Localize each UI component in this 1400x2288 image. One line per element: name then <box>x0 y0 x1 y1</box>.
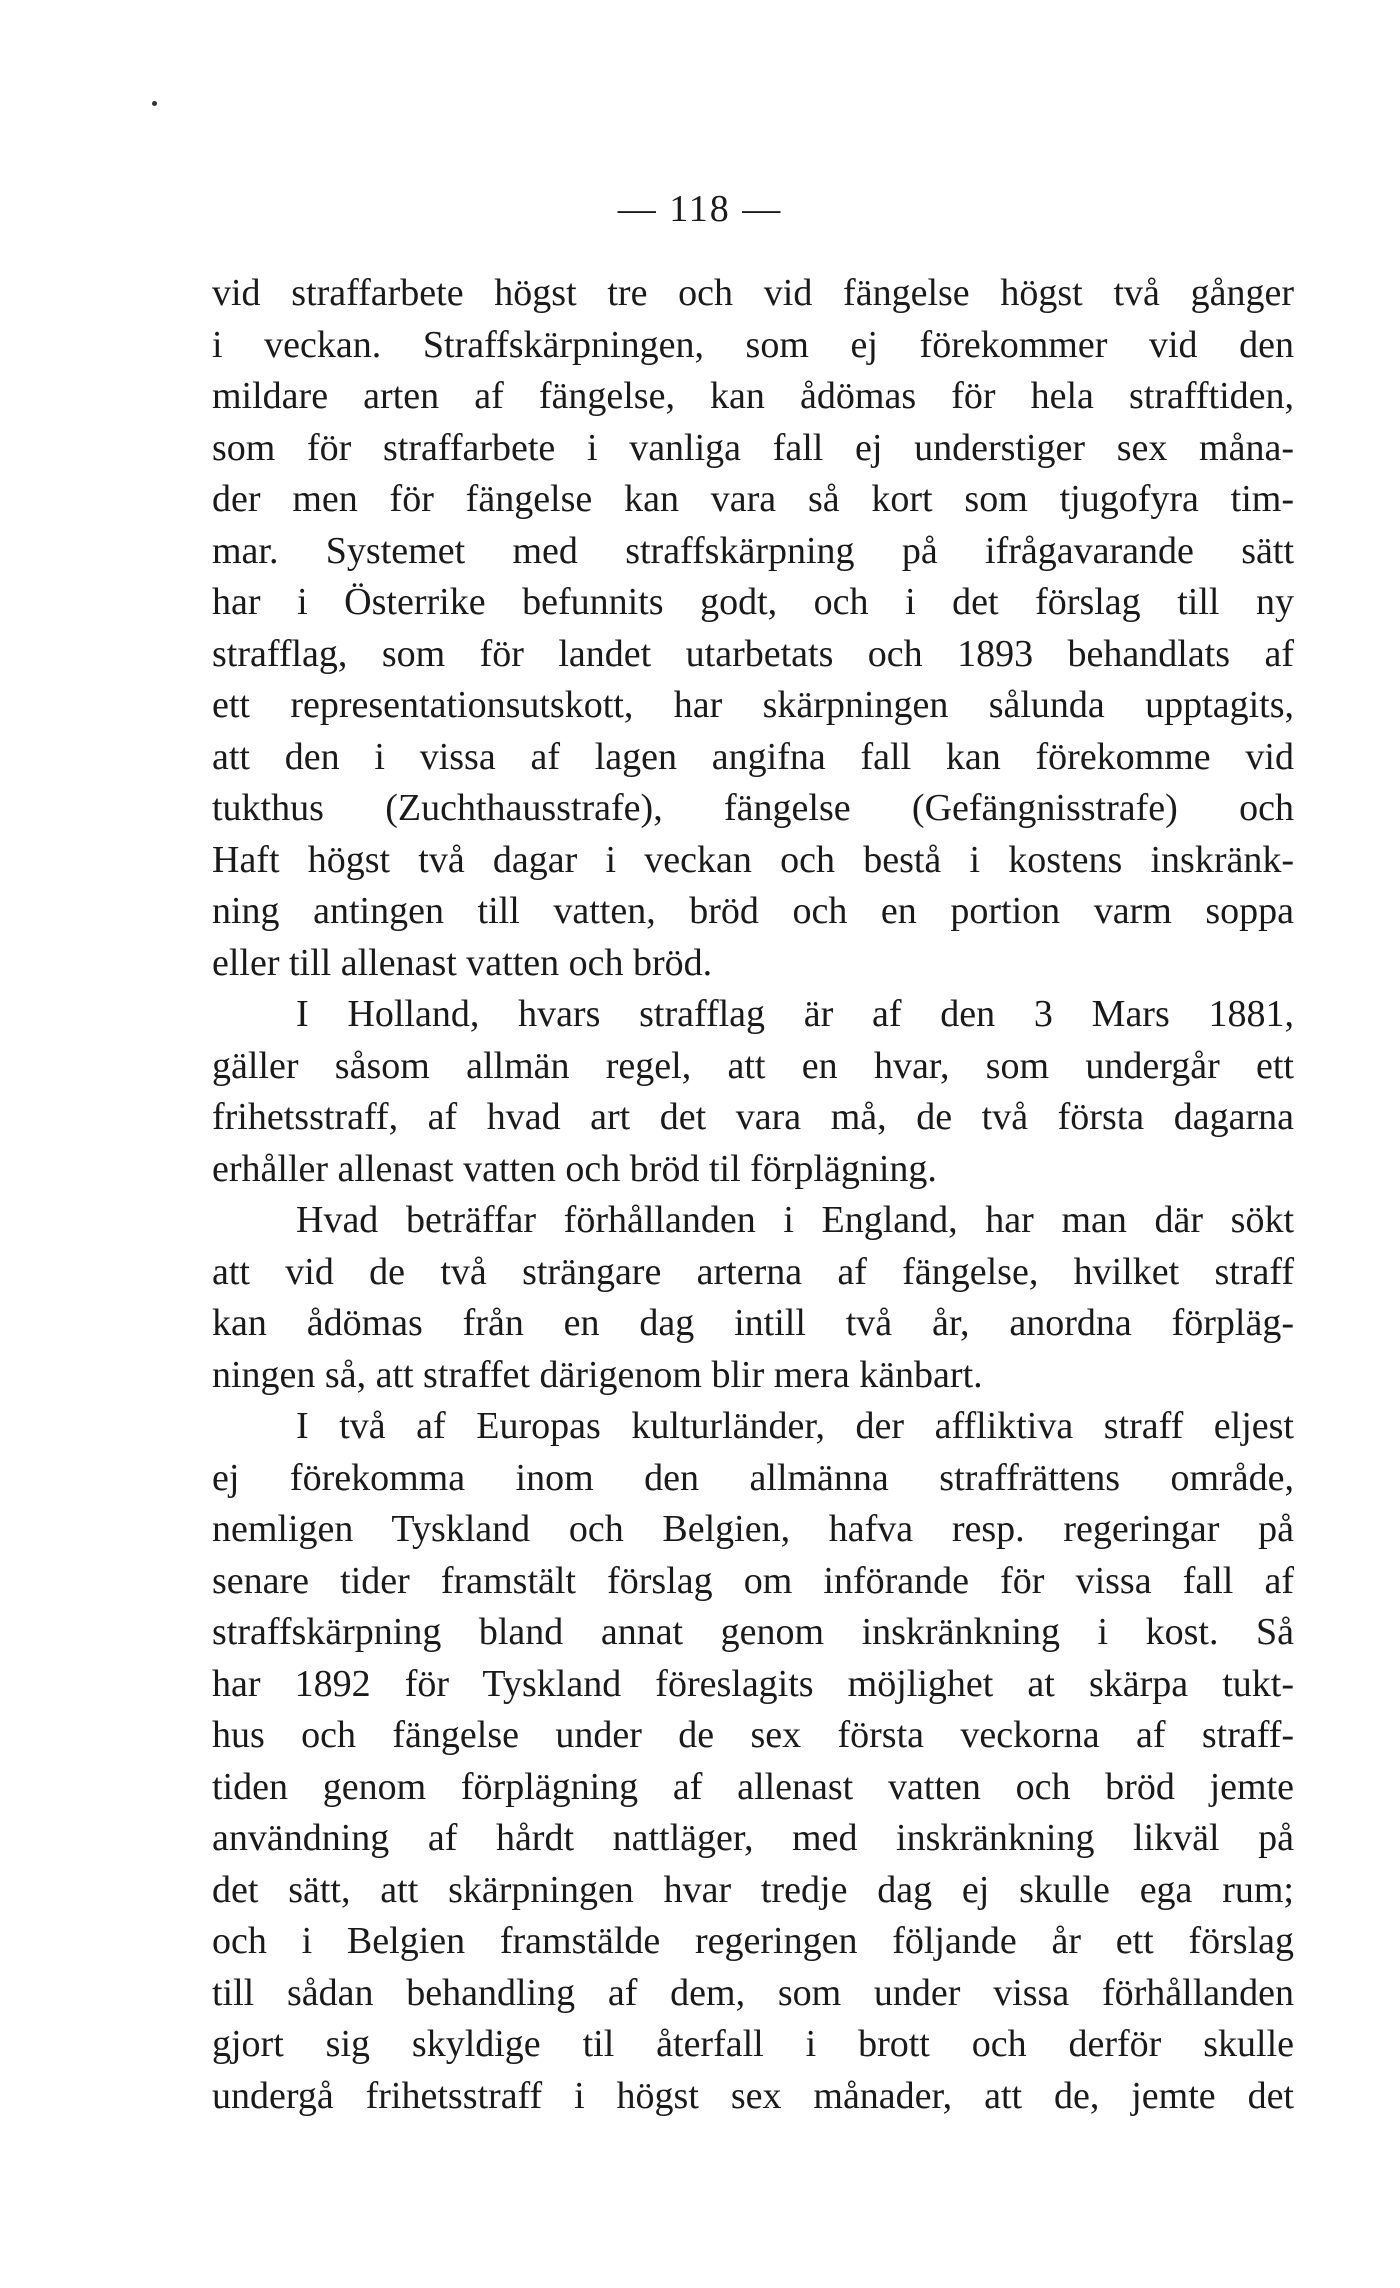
text-line: tukthus (Zuchthausstrafe), fängelse (Gefängnisstrafe) och <box>212 787 1294 829</box>
text-line: har 1892 för Tyskland föreslagits möjlighet at skärpa tukt- <box>212 1662 1294 1705</box>
text-line: att vid de två strängare arterna af fängelse, hvilket straff <box>212 1250 1294 1293</box>
text-line: strafflag, som för landet utarbetats och 1893 behandlats af <box>212 632 1294 675</box>
text-line: mildare arten af fängelse, kan ådömas för hela strafftiden, <box>212 375 1294 417</box>
text-line: gjort sig skyldige til återfall i brott och derför skulle <box>212 2023 1294 2065</box>
text-line: till sådan behandling af dem, som under vissa förhållanden <box>212 1971 1294 2014</box>
body-text <box>212 268 1294 2122</box>
text-line: I Holland, hvars strafflag är af den 3 Mars 1881, <box>296 993 1294 1035</box>
text-line: användning af hårdt nattläger, med inskränkning likväl på <box>212 1817 1294 1859</box>
text-line: hus och fängelse under de sex första veckorna af straff- <box>212 1714 1294 1756</box>
text-line: i veckan. Straffskärpningen, som ej förekommer vid den <box>212 323 1294 366</box>
text-line: erhåller allenast vatten och bröd til förplägning. <box>212 1147 937 1190</box>
text-line: straffskärpning bland annat genom inskränkning i kost. Så <box>212 1611 1294 1653</box>
text-line: kan ådömas från en dag intill två år, anordna förpläg- <box>212 1302 1294 1344</box>
text-line: Hvad beträffar förhållanden i England, har man där sökt <box>296 1199 1294 1241</box>
page-number: — 118 — <box>617 188 783 230</box>
text-line: ej förekomma inom den allmänna straffrättens område, <box>212 1456 1294 1499</box>
text-line: nemligen Tyskland och Belgien, hafva resp. regeringar på <box>212 1508 1294 1550</box>
text-line: undergå frihetsstraff i högst sex månader, att de, jemte det <box>212 2074 1294 2117</box>
text-line: som för straffarbete i vanliga fall ej understiger sex måna- <box>212 426 1294 469</box>
text-line: I två af Europas kulturländer, der affliktiva straff eljest <box>296 1405 1294 1447</box>
text-line: eller till allenast vatten och bröd. <box>212 941 713 984</box>
text-line: mar. Systemet med straffskärpning på ifrågavarande sätt <box>212 529 1294 572</box>
text-line: tiden genom förplägning af allenast vatten och bröd jemte <box>212 1765 1294 1808</box>
text-line: det sätt, att skärpningen hvar tredje dag ej skulle ega rum; <box>212 1868 1294 1911</box>
text-line: att den i vissa af lagen angifna fall kan förekomme vid <box>212 735 1294 778</box>
text-line: der men för fängelse kan vara så kort som tjugofyra tim- <box>212 478 1294 520</box>
text-line: och i Belgien framstälde regeringen följande år ett förslag <box>212 1920 1294 1962</box>
text-line: frihetsstraff, af hvad art det vara må, de två första dagarna <box>212 1096 1294 1138</box>
text-line: har i Österrike befunnits godt, och i det förslag till ny <box>212 581 1294 623</box>
text-line: gäller såsom allmän regel, att en hvar, som undergår ett <box>212 1044 1294 1087</box>
text-line: vid straffarbete högst tre och vid fängelse högst två gånger <box>212 272 1294 314</box>
text-line: ett representationsutskott, har skärpningen sålunda upptagits, <box>212 684 1294 726</box>
text-line: ning antingen till vatten, bröd och en portion varm soppa <box>212 890 1294 932</box>
paper-speck <box>152 101 157 106</box>
text-line: Haft högst två dagar i veckan och bestå i kostens inskränk- <box>212 838 1294 881</box>
text-line: senare tider framstält förslag om införande för vissa fall af <box>212 1559 1294 1602</box>
text-line: ningen så, att straffet därigenom blir mera känbart. <box>212 1353 983 1396</box>
